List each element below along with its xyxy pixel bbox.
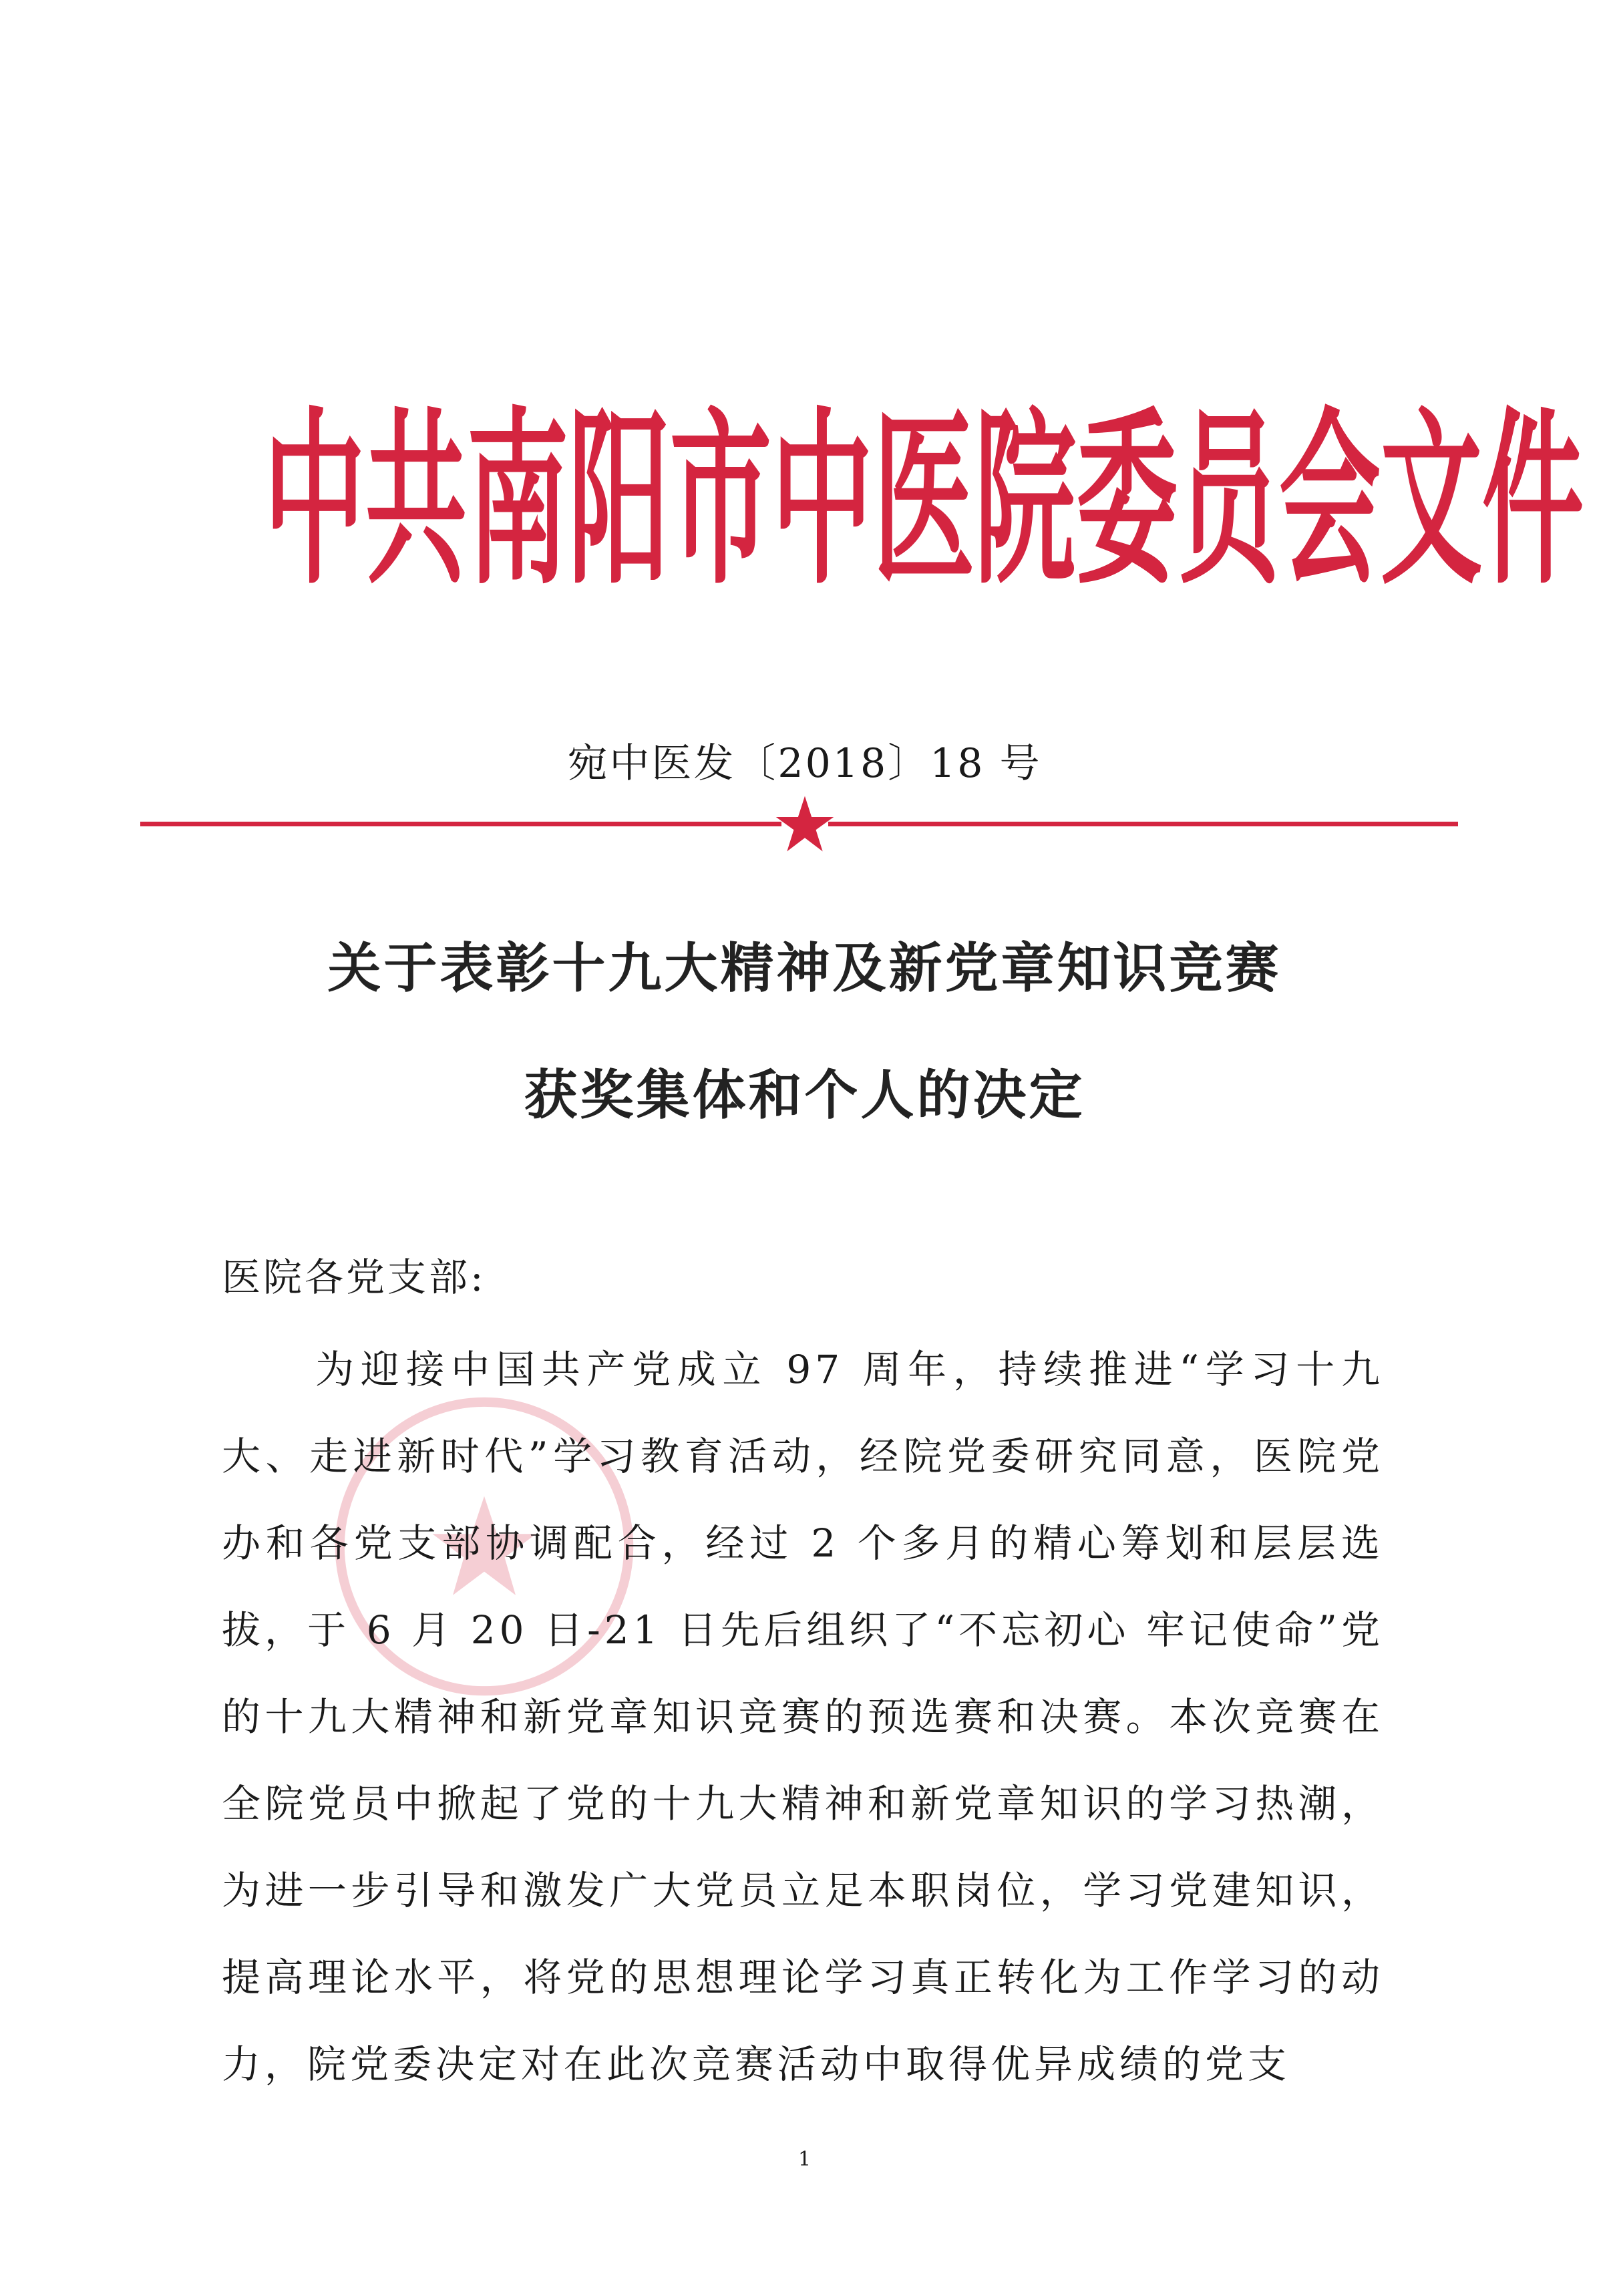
masthead-char: 院	[974, 391, 1076, 610]
masthead-char: 员	[1178, 391, 1279, 610]
document-number: 宛中医发〔2018〕18 号	[567, 740, 1042, 787]
document-title-line-2: 获奖集体和个人的决定	[524, 1064, 1085, 1126]
red-divider-left	[140, 822, 781, 826]
masthead-char: 委	[1076, 391, 1178, 610]
red-divider-right	[828, 822, 1458, 826]
masthead-char: 共	[365, 391, 467, 610]
body-paragraph: 为迎接中国共产党成立 97 周年，持续推进“学习十九大、走进新时代”学习教育活动，经院党委研究同意，医院党办和各党支部协调配合，经过 2 个多月的精心筹划和层层选拔，于 6 月 20 日-21 日先后组织了“不忘初心 牢记使命”党的十九大精神和新党章知识竞赛的预选赛和决赛。本次竞赛在全院党员中掀起了党的十九大精神和新党章知识的学习热潮，为进一步引导和激发广大党员立足本职岗位，学习党建知识，提高理论水平，将党的思想理论学习真正转化为工作学习的动力，院党委决定对在此次竞赛活动中取得优异成绩的党支	[222, 1347, 1384, 2087]
document-title-line-1: 关于表彰十九大精神及新党章知识竞赛	[327, 937, 1282, 999]
masthead-char: 会	[1279, 391, 1381, 610]
masthead-char: 中	[264, 391, 365, 610]
masthead-char: 中	[771, 391, 873, 610]
masthead-char: 阳	[568, 391, 670, 610]
masthead-char: 文	[1381, 391, 1482, 610]
page-number: 1	[797, 2148, 812, 2171]
masthead-title	[264, 391, 1584, 611]
masthead-char: 市	[670, 391, 771, 610]
masthead-char: 医	[873, 391, 974, 610]
masthead-char: 件	[1482, 391, 1584, 610]
masthead-char: 南	[467, 391, 568, 610]
star-icon	[774, 794, 836, 855]
salutation: 医院各党支部:	[222, 1255, 486, 1300]
